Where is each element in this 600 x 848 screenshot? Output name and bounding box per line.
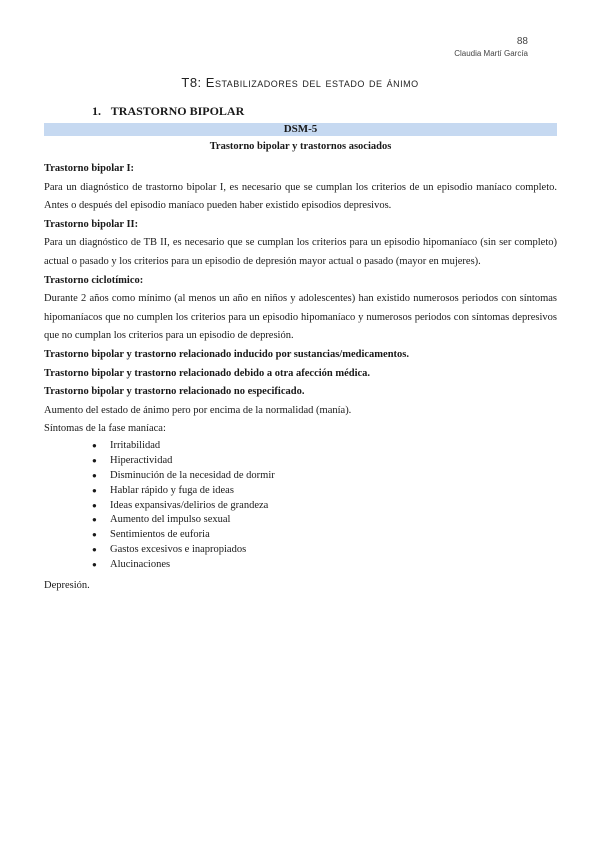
ciclotimico-heading: Trastorno ciclotímico: xyxy=(44,274,144,286)
bullet-icon: ● xyxy=(92,485,97,495)
subheading: Trastorno bipolar y trastornos asociados xyxy=(209,141,392,152)
symptom-text: Aumento del impulso sexual xyxy=(110,514,231,526)
bipolar1-text: Para un diagnóstico de trastorno bipolar I, es necesario que se cumplan los criterios de un episodio maníaco completo. Antes o después del episodio maníaco pueden haber existido episodios depresivos. xyxy=(44,181,557,212)
symptom-list xyxy=(44,439,557,573)
depresion-text: Depresión. xyxy=(44,580,90,592)
bullet-icon: ● xyxy=(92,560,97,570)
aumento-text: Aumento del estado de ánimo pero por encima de la normalidad (manía). xyxy=(44,404,352,416)
bullet-icon: ● xyxy=(92,440,97,450)
bullet-icon: ● xyxy=(92,545,97,555)
section-heading xyxy=(92,104,244,119)
bullet-icon: ● xyxy=(92,470,97,480)
list-item xyxy=(44,469,557,484)
symptom-text: Alucinaciones xyxy=(110,559,171,571)
list-item xyxy=(44,513,557,528)
list-item xyxy=(44,439,557,454)
section-number: 1. xyxy=(92,104,101,118)
bullet-icon: ● xyxy=(92,515,97,525)
page-number: 88 xyxy=(516,36,528,47)
bullet-icon: ● xyxy=(92,500,97,510)
list-item xyxy=(44,454,557,469)
list-item xyxy=(44,558,557,573)
bipolar1-heading: Trastorno bipolar I: xyxy=(44,163,135,174)
content-body xyxy=(44,160,557,596)
list-item xyxy=(44,484,557,499)
symptom-text: Hiperactividad xyxy=(110,454,173,466)
list-item xyxy=(44,543,557,558)
dsm-label-bar: DSM-5 xyxy=(44,123,557,136)
symptom-text: Disminución de la necesidad de dormir xyxy=(110,469,275,481)
chapter-title: T8: Estabilizadores del estado de ánimo xyxy=(181,75,419,90)
bipolar2-heading: Trastorno bipolar II: xyxy=(44,218,139,230)
section-title: TRASTORNO BIPOLAR xyxy=(110,104,245,118)
inducido-heading: Trastorno bipolar y trastorno relacionado inducido por sustancias/medicamentos. xyxy=(44,348,409,360)
afeccion-heading: Trastorno bipolar y trastorno relacionado debido a otra afección médica. xyxy=(44,367,371,379)
list-item xyxy=(44,528,557,543)
list-item xyxy=(44,499,557,514)
symptom-text: Ideas expansivas/delirios de grandeza xyxy=(110,499,269,511)
symptom-text: Hablar rápido y fuga de ideas xyxy=(110,484,234,496)
symptom-text: Irritabilidad xyxy=(110,439,161,451)
symptom-text: Gastos excesivos e inapropiados xyxy=(110,544,247,556)
sintomas-intro: Síntomas de la fase maníaca: xyxy=(44,423,166,435)
ciclotimico-text: Durante 2 años como mínimo (al menos un año en niños y adolescentes) han existido numerosos periodos con síntomas hipomaníacos que no cumplen los criterios para un episodio hipomaníaco y numerosos periodos con síntomas depresivos que no cumplan los criterios para un episodio de depresión. xyxy=(44,293,557,342)
bullet-icon: ● xyxy=(92,455,97,465)
bullet-icon: ● xyxy=(92,530,97,540)
symptom-text: Sentimientos de euforia xyxy=(110,529,210,541)
bipolar2-text: Para un diagnóstico de TB II, es necesario que se cumplan los criterios para un episodio hipomaníaco (sin ser completo) actual o pasado y los criterios para un episodio de depresión mayor actual o pasado (mayor en mujeres). xyxy=(44,237,557,267)
noespecificado-heading: Trastorno bipolar y trastorno relacionado no especificado. xyxy=(44,386,305,398)
author-name: Claudia Martí García xyxy=(454,49,528,58)
